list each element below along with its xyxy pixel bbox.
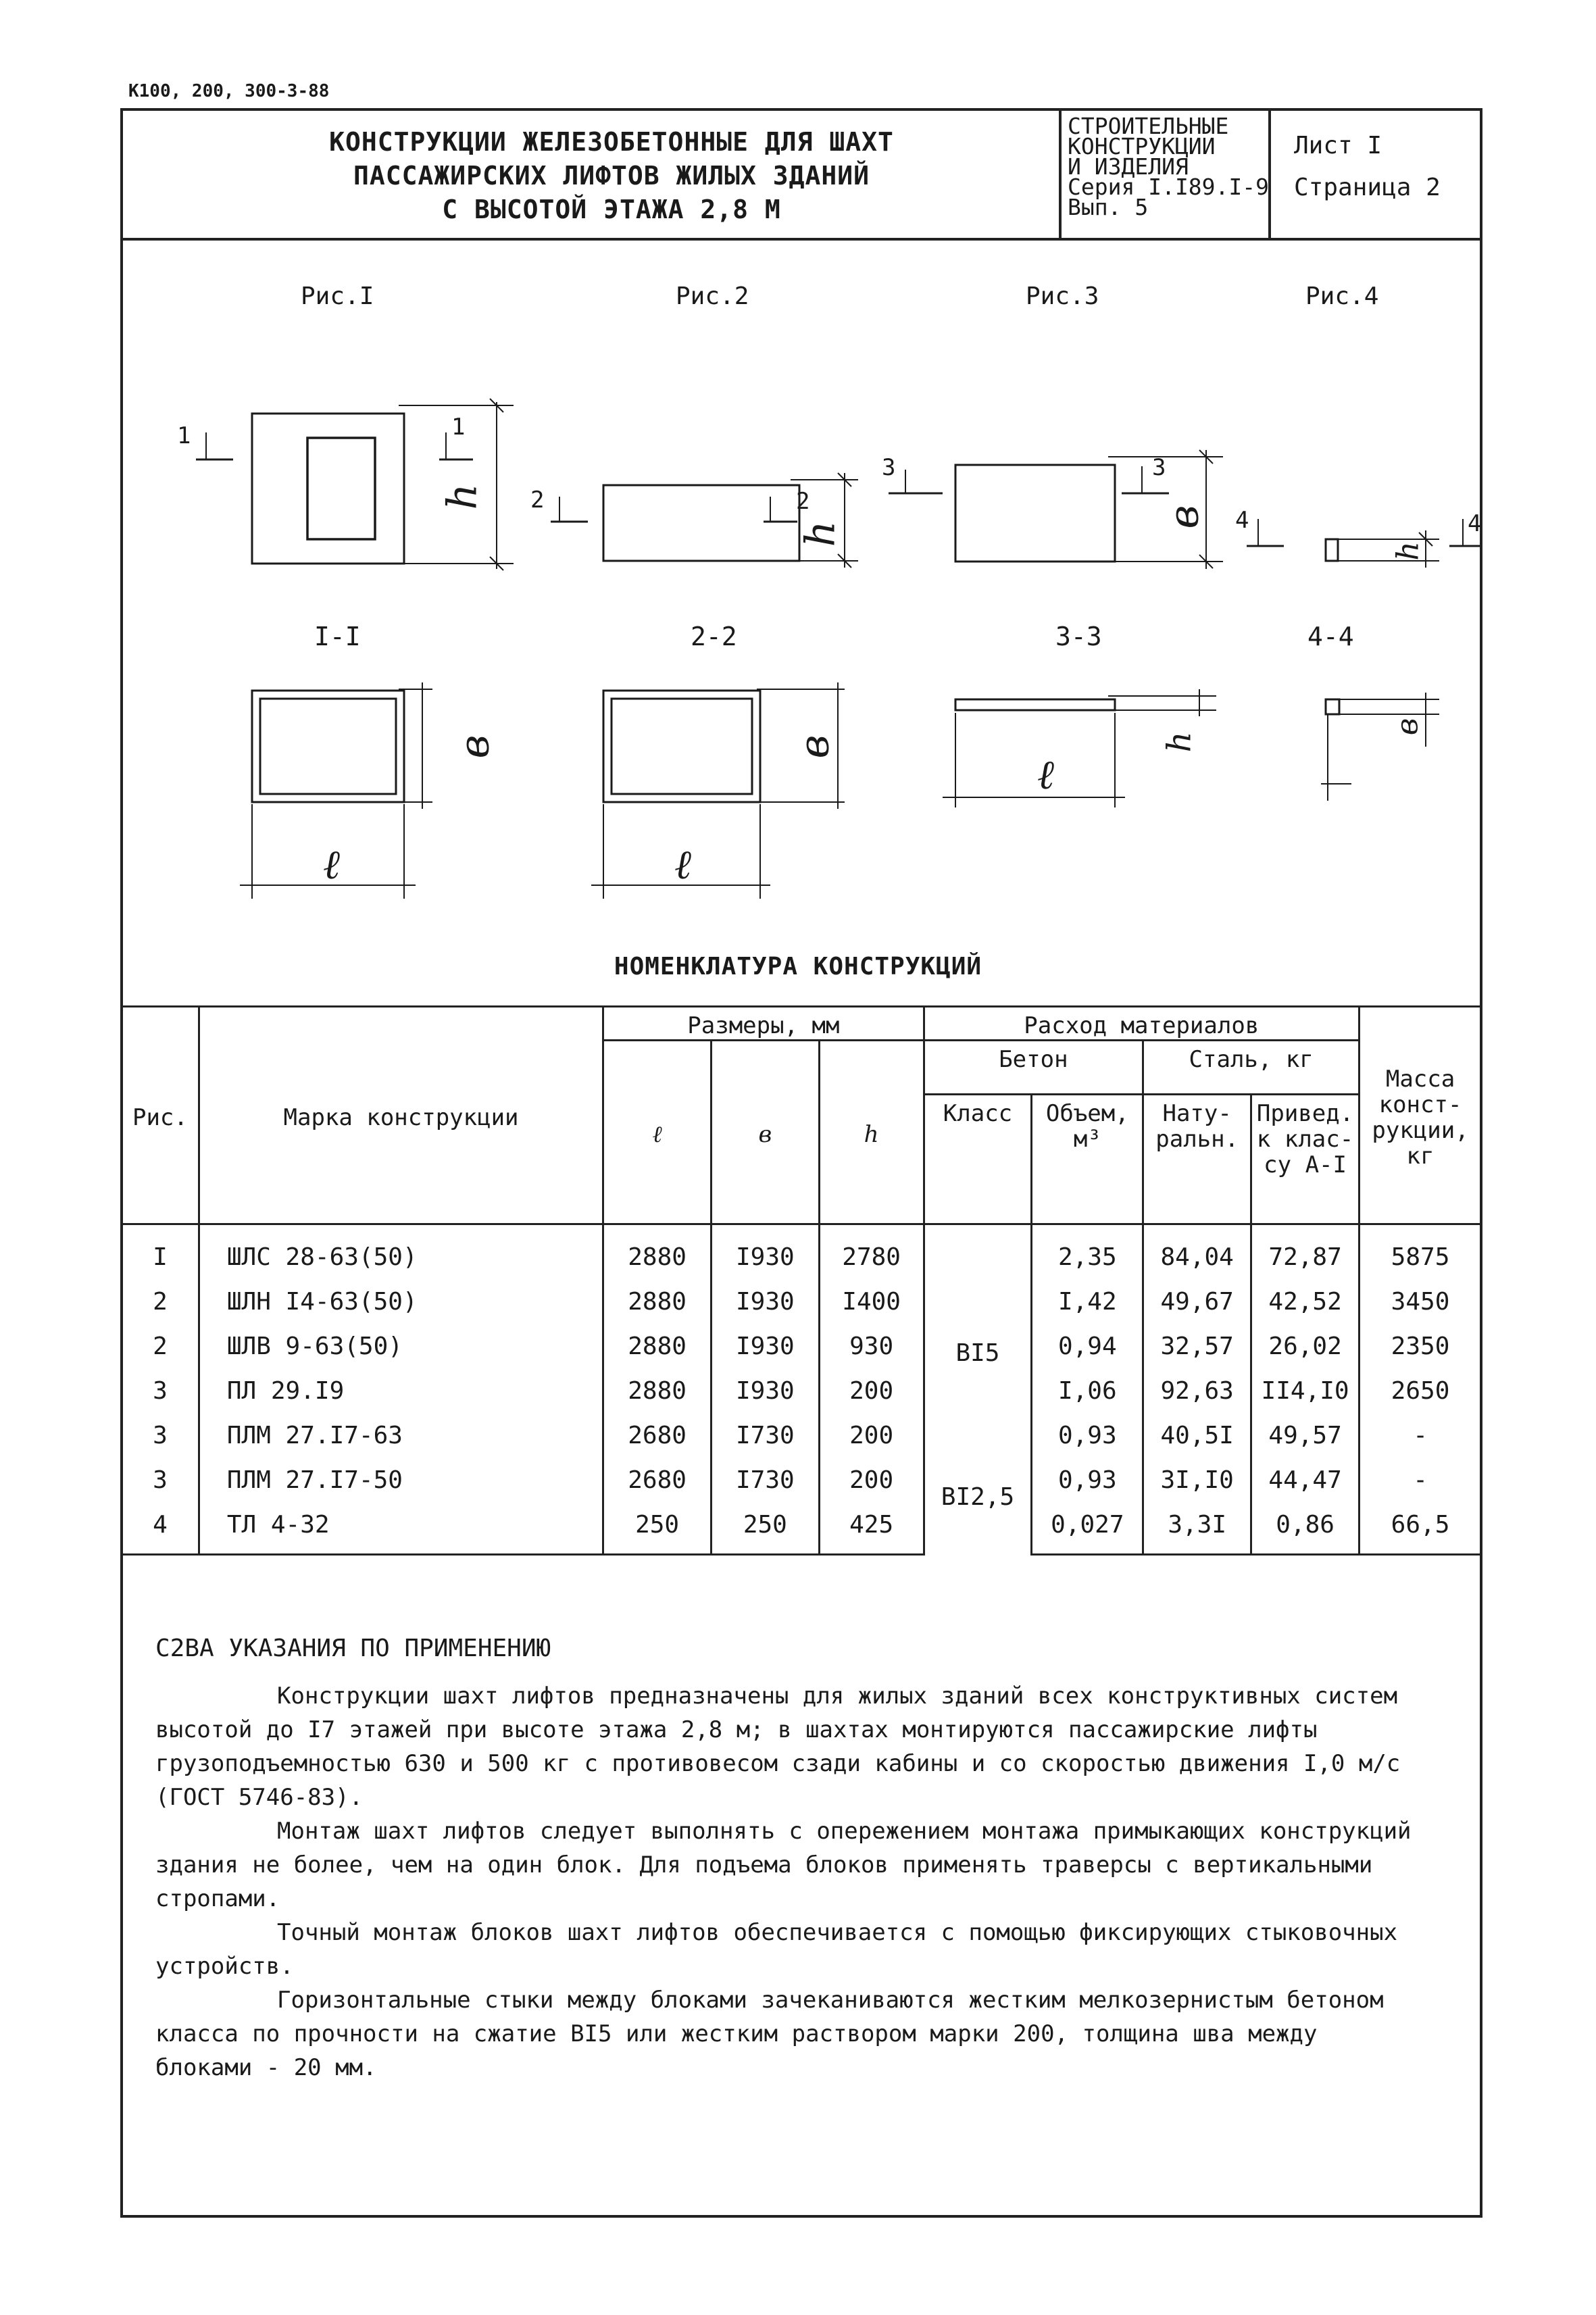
dim-b-sec2: в (791, 735, 839, 759)
construction-drawings (0, 0, 1596, 946)
header-sizes: Размеры, мм (603, 1007, 924, 1041)
header-fig: Рис. (122, 1007, 199, 1224)
section-marker-2b: 2 (796, 488, 810, 515)
section-marker-1: 1 (177, 422, 191, 449)
application-notes (155, 1632, 1426, 2085)
table-row: 3 ПЛ 29.I9 2880 I930 200 I,06 92,63 II4,I0 2650 (122, 1368, 1482, 1413)
header-h: h (819, 1041, 924, 1224)
notes-heading: С2ВА УКАЗАНИЯ ПО ПРИМЕНЕНИЮ (155, 1635, 551, 1662)
figure-label-3: Рис.3 (1026, 282, 1099, 310)
document-title: КОНСТРУКЦИИ ЖЕЛЕЗОБЕТОННЫЕ ДЛЯ ШАХТ ПАССАЖИРСКИХ ЛИФТОВ ЖИЛЫХ ЗДАНИЙ С ВЫСОТОЙ ЭТАЖА 2,8 М (329, 127, 894, 224)
notes-paragraph: Горизонтальные стыки между блоками зачеканиваются жестким мелкозернистым бетоном класса по прочности на сжатие BI5 или жестким раствором марки 200, толщина шва между блоками - 20 мм. (155, 1987, 1384, 2081)
dim-l-sec2: ℓ (674, 841, 691, 889)
section-label-2: 2-2 (691, 622, 737, 651)
figure-label-4: Рис.4 (1305, 282, 1379, 310)
table-row: I ШЛС 28-63(50) 2880 I930 2780 BI5 2,35 84,04 72,87 5875 (122, 1224, 1482, 1280)
header-class: Класс (924, 1095, 1032, 1224)
dim-l-sec3: ℓ (1037, 751, 1054, 799)
series-info: СТРОИТЕЛЬНЫЕ КОНСТРУКЦИИ И ИЗДЕЛИЯ Серия I.I89.I-9 Вып. 5 (1068, 113, 1270, 220)
header-steel: Сталь, кг (1143, 1041, 1360, 1095)
notes-paragraph: Монтаж шахт лифтов следует выполнять с опережением монтажа примыкающих конструкций здания не более, чем на один блок. Для подъема блоков применять траверсы с вертикальными стропами. (155, 1818, 1412, 1912)
header-concrete: Бетон (924, 1041, 1143, 1095)
section-label-4: 4-4 (1307, 622, 1354, 651)
section-marker-3: 3 (882, 454, 896, 481)
document-code: К100, 200, 300-3-88 (128, 81, 330, 101)
dim-h-fig4: h (1391, 541, 1426, 561)
figure-label-1: Рис.I (301, 282, 374, 310)
notes-paragraph: Точный монтаж блоков шахт лифтов обеспечивается с помощью фиксирующих стыковочных устройств. (155, 1919, 1398, 1980)
table-row: 3 ПЛМ 27.I7-63 2680 I730 200 BI2,5 0,93 40,5I 49,57 - (122, 1413, 1482, 1458)
header-reduced: Привед. к клас- су А-I (1251, 1095, 1360, 1224)
nomenclature-table (120, 1005, 1482, 1555)
section-marker-4b: 4 (1468, 510, 1482, 537)
section-marker-1b: 1 (451, 414, 466, 441)
header-volume: Объем, м³ (1032, 1095, 1143, 1224)
section-marker-3b: 3 (1152, 454, 1166, 481)
section-4-plan (1321, 693, 1439, 801)
section-marker-4: 4 (1235, 507, 1249, 534)
sheet-number: Лист I (1294, 132, 1382, 159)
header-materials: Расход материалов (924, 1007, 1360, 1041)
section-label-1: I-I (314, 622, 361, 651)
header-mass: Масса конст- рукции, кг (1360, 1007, 1482, 1224)
header-l: ℓ (603, 1041, 712, 1224)
dim-b-fig3: в (1160, 505, 1208, 529)
dim-h-fig1: h (439, 483, 487, 510)
table-title: НОМЕНКЛАТУРА КОНСТРУКЦИЙ (614, 953, 982, 980)
fig4-elevation (1247, 519, 1480, 568)
section-2-plan (591, 682, 845, 899)
section-marker-2: 2 (530, 487, 545, 514)
table-row: 2 ШЛВ 9-63(50) 2880 I930 930 0,94 32,57 26,02 2350 (122, 1324, 1482, 1368)
table-row: 2 ШЛН I4-63(50) 2880 I930 I400 I,42 49,67 42,52 3450 (122, 1279, 1482, 1324)
page-number: Страница 2 (1294, 174, 1441, 201)
figure-label-2: Рис.2 (676, 282, 749, 310)
notes-paragraph: Конструкции шахт лифтов предназначены для жилых зданий всех конструктивных систем высотой до I7 этажей при высоте этажа 2,8 м; в шахтах монтируются пассажирские лифты грузоподъемностью 630 и 500 кг с противовесом сзади кабины и со скоростью движения I,0 м/с (ГОСТ 5746-83). (155, 1683, 1401, 1811)
section-label-3: 3-3 (1055, 622, 1102, 651)
table-row: 3 ПЛМ 27.I7-50 2680 I730 200 0,93 3I,I0 44,47 - (122, 1458, 1482, 1502)
class-group-1: BI5 (924, 1224, 1032, 1414)
dim-b-sec1: в (451, 735, 499, 759)
dim-h-sec3: h (1160, 731, 1199, 753)
dim-h-fig2: h (797, 520, 845, 547)
dim-l-sec1: ℓ (323, 841, 340, 889)
header-mark: Марка конструкции (199, 1007, 603, 1224)
class-group-2: BI2,5 (924, 1413, 1032, 1555)
header-natural: Нату- ральн. (1143, 1095, 1251, 1224)
table-row: 4 ТЛ 4-32 250 250 425 0,027 3,3I 0,86 66,5 (122, 1502, 1482, 1555)
dim-b-sec4: в (1390, 718, 1425, 736)
header-b: в (711, 1041, 819, 1224)
